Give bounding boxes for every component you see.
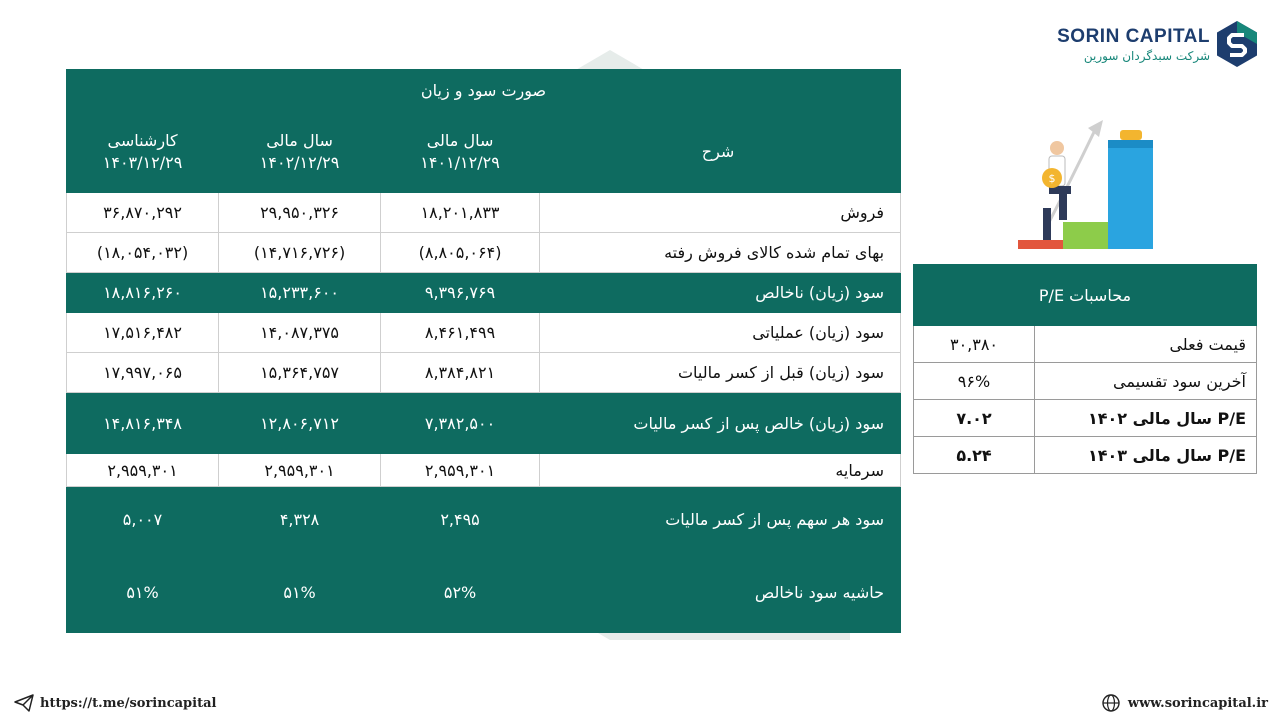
table-row	[914, 326, 1257, 363]
brand-name: SORIN CAPITAL	[1057, 25, 1210, 47]
cell-value: ۱۴,۰۸۷,۳۷۵	[219, 313, 381, 353]
pe-table-title-row	[914, 265, 1257, 326]
header-col1: سال مالی ۱۴۰۱/۱۲/۲۹	[381, 111, 540, 193]
table-row	[914, 437, 1257, 474]
cell-value-negative: (۱۴,۷۱۶,۷۲۶)	[219, 233, 381, 273]
row-label: P/E سال مالی ۱۴۰۳	[1035, 437, 1257, 474]
table-row	[67, 353, 901, 393]
cell-value: ۴,۳۲۸	[219, 487, 381, 552]
row-label: سود هر سهم پس از کسر مالیات	[540, 487, 901, 552]
cell-value: ۵۱%	[219, 552, 381, 633]
income-statement-table	[66, 69, 901, 633]
table-row	[67, 454, 901, 487]
cell-value-negative: (۸,۸۰۵,۰۶۴)	[381, 233, 540, 273]
cell-value: ۹,۳۹۶,۷۶۹	[381, 273, 540, 313]
cell-value: ۵۱%	[67, 552, 219, 633]
cell-value: ۲۹,۹۵۰,۳۲۶	[219, 193, 381, 233]
cell-value-negative: (۱۸,۰۵۴,۰۳۲)	[67, 233, 219, 273]
header-desc: شرح	[540, 111, 901, 193]
cell-value: ۱۵,۳۶۴,۷۵۷	[219, 353, 381, 393]
table-row	[914, 363, 1257, 400]
header-col2: سال مالی ۱۴۰۲/۱۲/۲۹	[219, 111, 381, 193]
cell-value: ۳۰,۳۸۰	[914, 326, 1035, 363]
cell-value: ۱۵,۲۳۳,۶۰۰	[219, 273, 381, 313]
table-title: صورت سود و زیان	[67, 70, 901, 111]
cell-value: ۷.۰۲	[914, 400, 1035, 437]
row-label: بهای تمام شده کالای فروش رفته	[540, 233, 901, 273]
header-col3: کارشناسی ۱۴۰۳/۱۲/۲۹	[67, 111, 219, 193]
telegram-link[interactable]	[14, 694, 216, 712]
brand-subtitle: شرکت سبدگردان سورین	[1083, 48, 1210, 63]
website-link[interactable]	[1102, 694, 1268, 712]
svg-text:$: $	[1048, 172, 1056, 185]
row-label: سود (زیان) قبل از کسر مالیات	[540, 353, 901, 393]
cell-value: ۱۸,۲۰۱,۸۳۳	[381, 193, 540, 233]
table-row	[67, 273, 901, 313]
cell-value: ۵۲%	[381, 552, 540, 633]
pe-calculation-table	[913, 264, 1257, 474]
growth-bar-chart-businessman-icon	[1015, 112, 1160, 252]
cell-value: ۸,۴۶۱,۴۹۹	[381, 313, 540, 353]
sorin-s-logo-icon	[1216, 20, 1258, 68]
cell-value: ۳۶,۸۷۰,۲۹۲	[67, 193, 219, 233]
table-row	[67, 193, 901, 233]
brand-logo	[1057, 20, 1258, 68]
cell-value: ۲,۹۵۹,۳۰۱	[67, 454, 219, 487]
table-row	[67, 552, 901, 633]
cell-value: ۱۸,۸۱۶,۲۶۰	[67, 273, 219, 313]
cell-value: ۱۷,۵۱۶,۴۸۲	[67, 313, 219, 353]
row-label: سود (زیان) ناخالص	[540, 273, 901, 313]
cell-value: ۱۷,۹۹۷,۰۶۵	[67, 353, 219, 393]
row-label: سود (زیان) خالص پس از کسر مالیات	[540, 393, 901, 454]
table-row	[67, 487, 901, 552]
row-label: سرمایه	[540, 454, 901, 487]
row-label: آخرین سود تقسیمی	[1035, 363, 1257, 400]
row-label: فروش	[540, 193, 901, 233]
cell-value: ۷,۳۸۲,۵۰۰	[381, 393, 540, 454]
cell-value: ۲,۹۵۹,۳۰۱	[381, 454, 540, 487]
table-row	[67, 313, 901, 353]
table-header-row	[67, 111, 901, 193]
row-label: سود (زیان) عملیاتی	[540, 313, 901, 353]
cell-value: ۵,۰۰۷	[67, 487, 219, 552]
cell-value: ۸,۳۸۴,۸۲۱	[381, 353, 540, 393]
cell-value: ۵.۲۴	[914, 437, 1035, 474]
cell-value: ۱۴,۸۱۶,۳۴۸	[67, 393, 219, 454]
globe-icon	[1102, 694, 1120, 712]
pe-table-title: محاسبات P/E	[914, 265, 1257, 326]
table-row	[67, 233, 901, 273]
paper-plane-icon	[14, 694, 34, 712]
row-label: حاشیه سود ناخالص	[540, 552, 901, 633]
row-label: قیمت فعلی	[1035, 326, 1257, 363]
cell-value: ۱۲,۸۰۶,۷۱۲	[219, 393, 381, 454]
website-url[interactable]: www.sorincapital.ir	[1127, 695, 1268, 711]
cell-value: ۲,۹۵۹,۳۰۱	[219, 454, 381, 487]
telegram-url[interactable]: https://t.me/sorincapital	[40, 695, 217, 711]
table-row	[67, 393, 901, 454]
cell-value: ۲,۴۹۵	[381, 487, 540, 552]
cell-value: ۹۶%	[914, 363, 1035, 400]
table-row	[914, 400, 1257, 437]
row-label: P/E سال مالی ۱۴۰۲	[1035, 400, 1257, 437]
table-title-row	[67, 70, 901, 111]
